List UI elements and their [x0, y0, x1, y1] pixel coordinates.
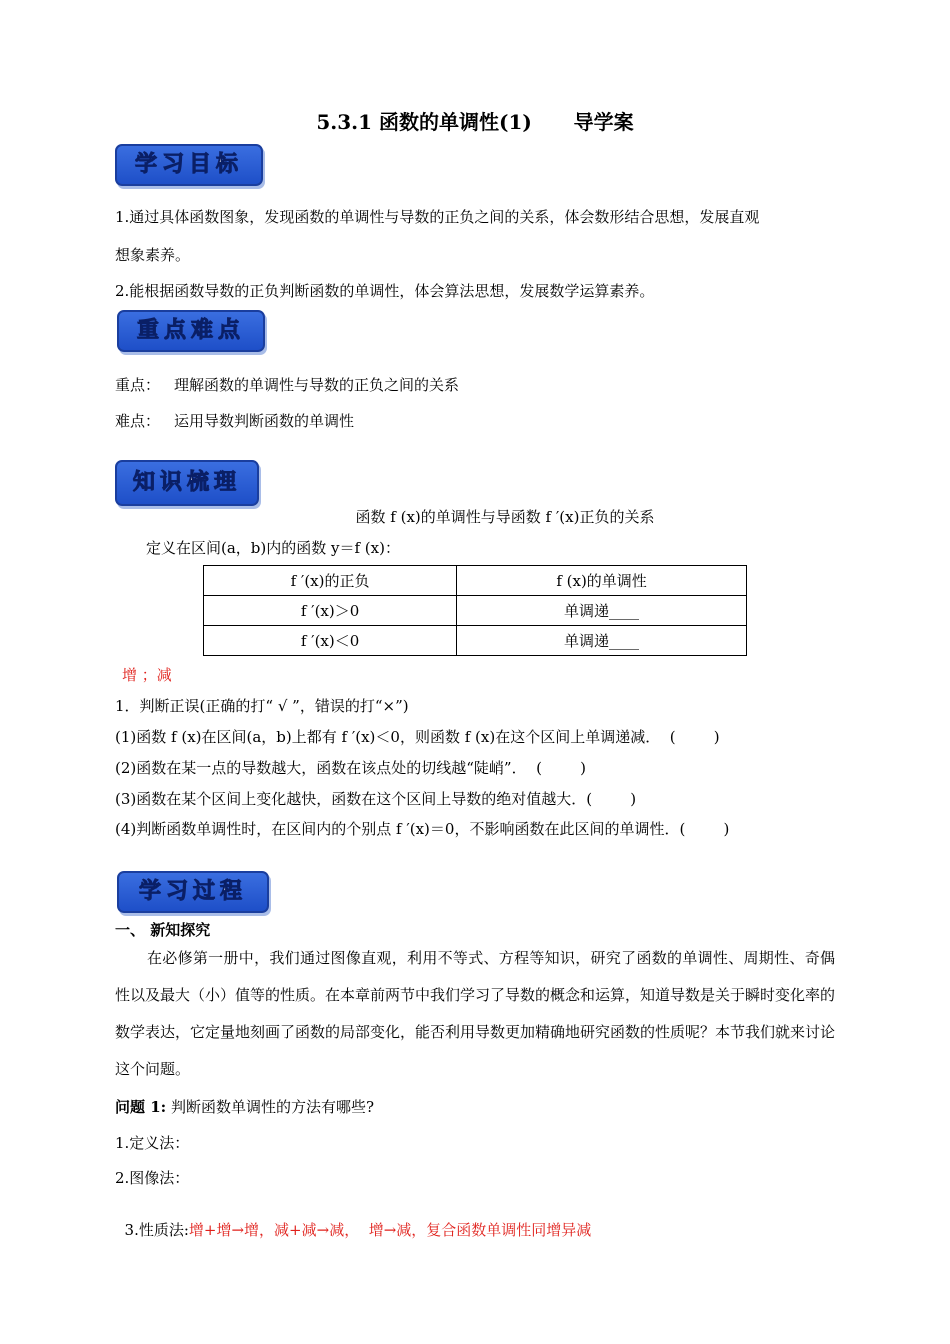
banner-knowledge: 知识梳理: [115, 460, 259, 506]
table-row: [204, 626, 747, 656]
table-cell: f ′(x)＞0: [204, 596, 457, 626]
difficulty-line: [115, 410, 354, 431]
knowledge-definition: 定义在区间(a，b)内的函数 y＝f (x)：: [146, 539, 400, 557]
section-title: 一、 新知探究: [115, 921, 211, 939]
focus-line: [115, 374, 459, 395]
method-1: 1.定义法：: [115, 1134, 190, 1152]
method-3-label: 3.性质法:: [124, 1221, 189, 1239]
method-3: [115, 1201, 591, 1240]
method-3-answer: 增+增→增，减+减→减， 增→减，复合函数单调性同增异减: [188, 1221, 592, 1239]
question-text: 判断函数单调性的方法有哪些?: [166, 1098, 375, 1116]
objective-2: 2.能根据函数导数的正负判断函数的单调性，体会算法思想，发展数学运算素养。: [115, 282, 655, 300]
focus-label: 重点：: [115, 376, 161, 394]
banner-key-points: 重点难点: [117, 310, 265, 352]
table-cell: 单调递____: [457, 626, 747, 656]
table-row: [204, 596, 747, 626]
banner-process: 学习过程: [117, 871, 269, 913]
question-label: 问题 1:: [115, 1098, 167, 1116]
question-1: [115, 1096, 374, 1117]
difficulty-text: 运用导数判断函数的单调性: [174, 412, 355, 430]
difficulty-label: 难点：: [115, 412, 161, 430]
table-header-cell: f (x)的单调性: [457, 566, 747, 596]
exercise-item-4: (4)判断函数单调性时，在区间内的个别点 f ′(x)＝0，不影响函数在此区间的单调性．( ): [115, 820, 730, 838]
method-2: 2.图像法：: [115, 1169, 190, 1187]
table-header-row: [204, 566, 747, 596]
exercise-item-3: (3)函数在某个区间上变化越快，函数在这个区间上导数的绝对值越大．( ): [115, 790, 637, 808]
table-answer: 增 ；减: [122, 666, 172, 684]
table-header-cell: f ′(x)的正负: [204, 566, 457, 596]
focus-prefix: 理解: [174, 376, 205, 394]
banner-objectives: 学习目标: [115, 144, 263, 186]
exercise-item-2: (2)函数在某一点的导数越大，函数在该点处的切线越“陡峭”． ( ): [115, 759, 586, 777]
relation-table: [203, 565, 747, 656]
objective-1: 1.通过具体函数图象，发现函数的单调性与导数的正负之间的关系，体会数形结合思想，发展直观: [115, 208, 760, 226]
table-cell: 单调递____: [457, 596, 747, 626]
table-cell: f ′(x)＜0: [204, 626, 457, 656]
knowledge-heading: 函数 f (x)的单调性与导函数 f ′(x)正负的关系: [355, 508, 655, 526]
exercise-prompt: 1．判断正误(正确的打“ √ ”，错误的打“×”): [115, 697, 409, 715]
exercise-item-1: (1)函数 f (x)在区间(a，b)上都有 f ′(x)＜0，则函数 f (x)在这个区间上单调递减． ( ): [115, 728, 720, 746]
intro-paragraph: 在必修第一册中，我们通过图像直观，利用不等式、方程等知识，研究了函数的单调性、周期性、奇偶性以及最大（小）值等的性质。在本章前两节中我们学习了导数的概念和运算，知道导数是关于瞬时变化率的数学表达，它定量地刻画了函数的局部变化，能否利用导数更加精确地研究函数的性质呢？本节我们就来讨论这个问题。: [115, 949, 836, 1078]
objective-1-cont: 想象素养。: [115, 246, 191, 264]
focus-text: 函数的单调性与导数的正负之间的关系: [204, 376, 460, 394]
page-title: 5.3.1 函数的单调性(1) 导学案: [316, 110, 634, 134]
